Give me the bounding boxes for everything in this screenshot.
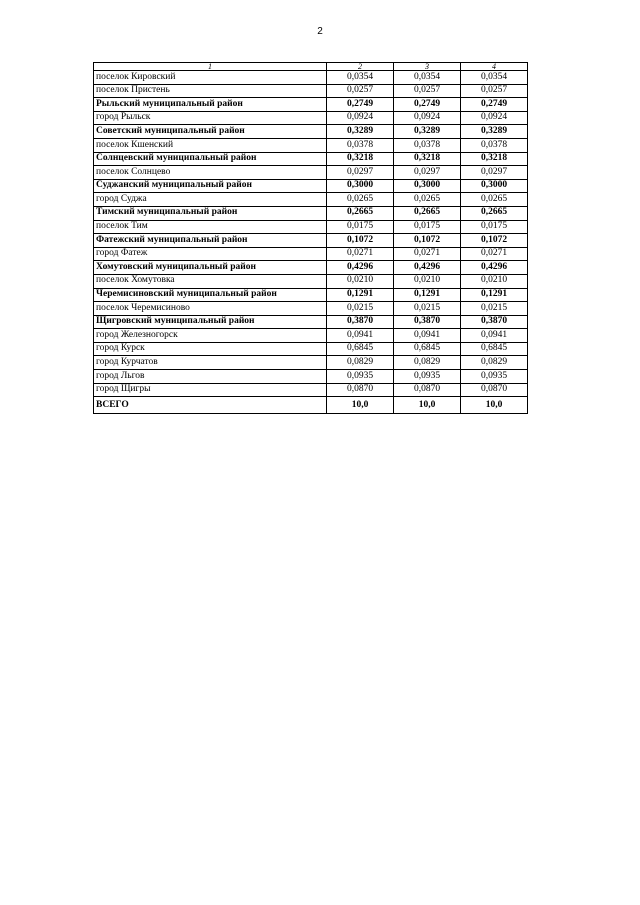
row-value-col3: 0,0941 [394,329,461,343]
row-value-col3: 0,0378 [394,138,461,152]
row-name: город Суджа [94,193,327,207]
row-name: город Льгов [94,370,327,384]
row-value-col3: 0,0175 [394,220,461,234]
row-value-col4: 0,0935 [461,370,528,384]
row-name: Рыльский муниципальный район [94,98,327,112]
row-name: город Щигры [94,383,327,397]
settlement-row [94,274,528,288]
district-row [94,288,528,302]
total-value-col3: 10,0 [394,397,461,414]
district-row [94,234,528,248]
row-value-col4: 0,0271 [461,247,528,261]
row-value-col3: 0,0210 [394,274,461,288]
row-value-col2: 0,0257 [327,84,394,98]
row-value-col2: 0,0378 [327,138,394,152]
row-name: поселок Черемисиново [94,302,327,316]
total-value-col2: 10,0 [327,397,394,414]
row-value-col4: 0,0941 [461,329,528,343]
row-value-col4: 0,1291 [461,288,528,302]
row-name: поселок Кшенский [94,138,327,152]
row-value-col2: 0,0210 [327,274,394,288]
settlement-row [94,302,528,316]
settlement-row [94,342,528,356]
row-name: город Рыльск [94,111,327,125]
row-value-col3: 0,0354 [394,71,461,85]
settlement-row [94,111,528,125]
row-value-col2: 0,6845 [327,342,394,356]
table-header [94,63,528,71]
district-row [94,261,528,275]
row-value-col2: 0,0215 [327,302,394,316]
settlement-row [94,71,528,85]
table-body [94,71,528,397]
column-header-2: 2 [327,63,394,71]
row-value-col4: 0,3289 [461,125,528,139]
row-value-col3: 0,0870 [394,383,461,397]
settlement-row [94,193,528,207]
row-name: Хомутовский муниципальный район [94,261,327,275]
row-name: поселок Хомутовка [94,274,327,288]
row-value-col4: 0,2749 [461,98,528,112]
row-value-col4: 0,0924 [461,111,528,125]
row-value-col2: 0,0870 [327,383,394,397]
settlement-row [94,370,528,384]
row-name: город Железногорск [94,329,327,343]
row-value-col4: 0,6845 [461,342,528,356]
row-value-col2: 0,0297 [327,166,394,180]
settlement-row [94,220,528,234]
row-value-col3: 0,6845 [394,342,461,356]
row-value-col4: 0,3870 [461,315,528,329]
row-value-col3: 0,4296 [394,261,461,275]
row-value-col2: 0,0271 [327,247,394,261]
row-value-col4: 0,3218 [461,152,528,166]
row-name: Советский муниципальный район [94,125,327,139]
row-value-col4: 0,0870 [461,383,528,397]
settlement-row [94,138,528,152]
row-value-col3: 0,2749 [394,98,461,112]
total-row [94,397,528,414]
row-value-col2: 0,4296 [327,261,394,275]
row-value-col4: 0,0354 [461,71,528,85]
district-row [94,206,528,220]
allocation-table [93,62,528,414]
row-value-col2: 0,0941 [327,329,394,343]
settlement-row [94,383,528,397]
row-value-col4: 0,4296 [461,261,528,275]
district-row [94,179,528,193]
column-header-1: 1 [94,63,327,71]
row-value-col3: 0,1291 [394,288,461,302]
row-value-col4: 0,0210 [461,274,528,288]
settlement-row [94,247,528,261]
row-name: город Курск [94,342,327,356]
row-name: Фатежский муниципальный район [94,234,327,248]
row-value-col4: 0,0297 [461,166,528,180]
row-value-col2: 0,3289 [327,125,394,139]
row-name: поселок Кировский [94,71,327,85]
settlement-row [94,166,528,180]
district-row [94,315,528,329]
row-value-col4: 0,0257 [461,84,528,98]
district-row [94,125,528,139]
row-value-col4: 0,0265 [461,193,528,207]
page-number: 2 [317,26,323,37]
row-value-col3: 0,0265 [394,193,461,207]
header-row [94,63,528,71]
row-name: город Курчатов [94,356,327,370]
row-value-col4: 0,0215 [461,302,528,316]
row-value-col4: 0,3000 [461,179,528,193]
row-value-col4: 0,2665 [461,206,528,220]
total-value-col4: 10,0 [461,397,528,414]
district-row [94,98,528,112]
table-footer [94,397,528,414]
row-value-col2: 0,2749 [327,98,394,112]
settlement-row [94,356,528,370]
row-value-col3: 0,3000 [394,179,461,193]
row-name: Тимский муниципальный район [94,206,327,220]
row-value-col3: 0,0935 [394,370,461,384]
row-value-col3: 0,0297 [394,166,461,180]
row-value-col3: 0,0271 [394,247,461,261]
row-value-col2: 0,3218 [327,152,394,166]
row-name: поселок Пристень [94,84,327,98]
row-value-col3: 0,3870 [394,315,461,329]
row-value-col3: 0,3218 [394,152,461,166]
row-value-col3: 0,0829 [394,356,461,370]
row-value-col3: 0,2665 [394,206,461,220]
settlement-row [94,329,528,343]
row-value-col2: 0,3000 [327,179,394,193]
row-value-col4: 0,1072 [461,234,528,248]
column-header-3: 3 [394,63,461,71]
row-value-col2: 0,0354 [327,71,394,85]
row-value-col2: 0,1072 [327,234,394,248]
row-value-col4: 0,0829 [461,356,528,370]
row-value-col2: 0,0924 [327,111,394,125]
row-value-col2: 0,0935 [327,370,394,384]
row-value-col2: 0,0265 [327,193,394,207]
row-value-col3: 0,0257 [394,84,461,98]
row-value-col2: 0,3870 [327,315,394,329]
row-value-col3: 0,0924 [394,111,461,125]
row-value-col3: 0,0215 [394,302,461,316]
row-name: Черемисиновский муниципальный район [94,288,327,302]
row-value-col2: 0,1291 [327,288,394,302]
row-name: город Фатеж [94,247,327,261]
row-value-col4: 0,0378 [461,138,528,152]
row-name: Суджанский муниципальный район [94,179,327,193]
total-label: ВСЕГО [94,397,327,414]
row-value-col3: 0,1072 [394,234,461,248]
settlement-row [94,84,528,98]
district-row [94,152,528,166]
row-name: поселок Тим [94,220,327,234]
row-value-col3: 0,3289 [394,125,461,139]
row-value-col2: 0,0829 [327,356,394,370]
row-value-col2: 0,0175 [327,220,394,234]
column-header-4: 4 [461,63,528,71]
row-name: Щигровский муниципальный район [94,315,327,329]
row-name: поселок Солнцево [94,166,327,180]
row-name: Солнцевский муниципальный район [94,152,327,166]
row-value-col2: 0,2665 [327,206,394,220]
row-value-col4: 0,0175 [461,220,528,234]
